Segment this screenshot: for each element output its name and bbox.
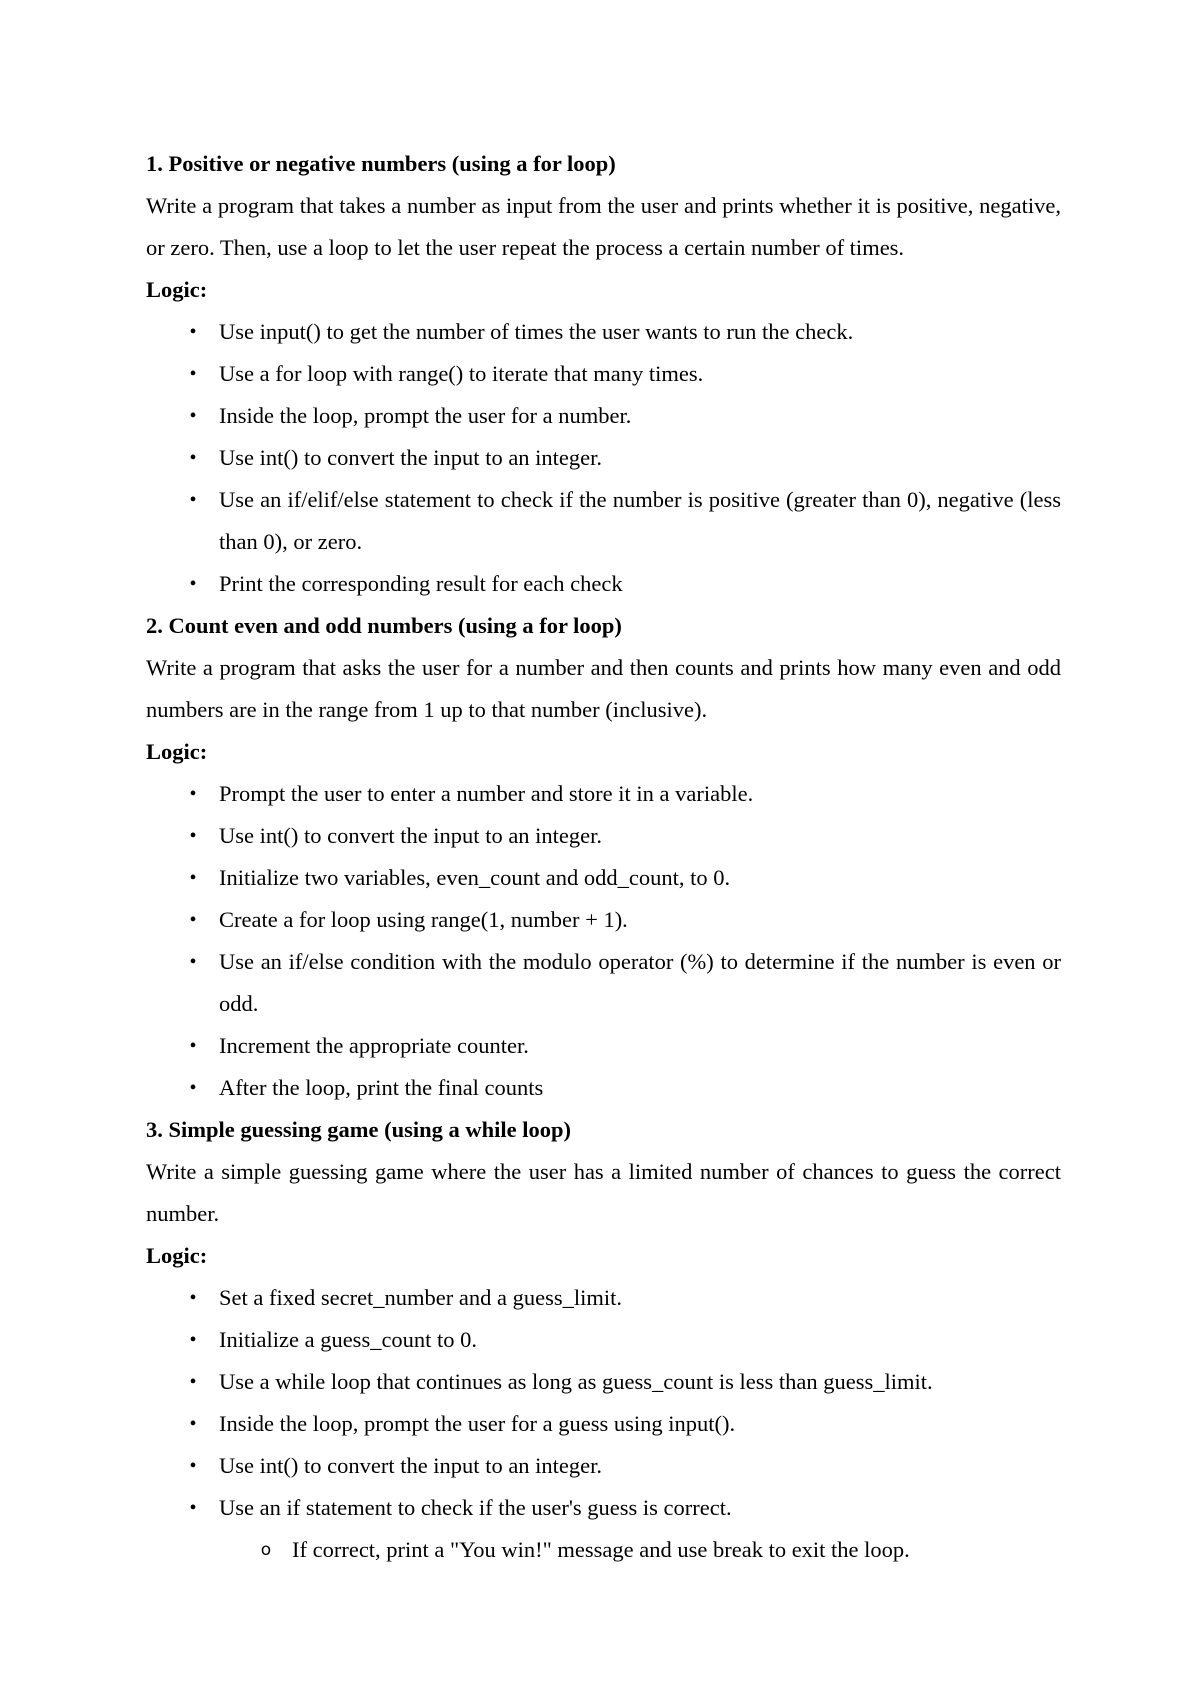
sub-list-item-text: If correct, print a "You win!" message and use break to exit the loop. — [292, 1537, 910, 1562]
list-item — [146, 479, 1061, 563]
bullet-icon: • — [189, 825, 197, 847]
list-item — [146, 1277, 1061, 1319]
list-item-text: Initialize a guess_count to 0. — [219, 1327, 478, 1352]
list-item — [146, 1445, 1061, 1487]
bullet-icon: • — [189, 909, 197, 931]
list-item — [146, 437, 1061, 479]
bullet-icon: • — [189, 405, 197, 427]
list-item — [146, 563, 1061, 605]
bullet-icon: • — [189, 447, 197, 469]
section-description: Write a program that takes a number as input from the user and prints whether it is positive, negative, or zero. Then, use a loop to let the user repeat the process a certain number of times. — [146, 193, 1061, 260]
list-item — [146, 1319, 1061, 1361]
bullet-icon: • — [189, 783, 197, 805]
bullet-icon: • — [189, 1329, 197, 1351]
list-item-text: Use an if statement to check if the user's guess is correct. — [219, 1495, 732, 1520]
logic-sub-list — [146, 1529, 1061, 1571]
bullet-icon: • — [189, 1077, 197, 1099]
logic-label: Logic: — [146, 277, 208, 302]
list-item-text: Use an if/elif/else statement to check if the number is positive (greater than 0), negative (less than 0), or zero. — [219, 487, 1061, 554]
bullet-icon: • — [189, 1035, 197, 1057]
bullet-icon: • — [189, 1413, 197, 1435]
bullet-icon: • — [189, 363, 197, 385]
section-description: Write a simple guessing game where the user has a limited number of chances to guess the correct number. — [146, 1159, 1061, 1226]
list-item — [146, 899, 1061, 941]
list-item-text: Set a fixed secret_number and a guess_limit. — [219, 1285, 623, 1310]
section-description: Write a program that asks the user for a number and then counts and prints how many even and odd numbers are in the range from 1 up to that number (inclusive). — [146, 655, 1061, 722]
list-item — [146, 815, 1061, 857]
logic-label: Logic: — [146, 739, 208, 764]
bullet-icon: • — [189, 1455, 197, 1477]
section-guessing-game — [146, 1109, 1061, 1571]
logic-label: Logic: — [146, 1243, 208, 1268]
list-item — [146, 1403, 1061, 1445]
list-item-text: Use a for loop with range() to iterate that many times. — [219, 361, 704, 386]
section-positive-negative — [146, 143, 1061, 605]
list-item — [146, 857, 1061, 899]
list-item — [146, 1025, 1061, 1067]
list-item-text: Create a for loop using range(1, number + 1). — [219, 907, 628, 932]
logic-list — [146, 1277, 1061, 1529]
section-count-even-odd — [146, 605, 1061, 1109]
list-item-text: After the loop, print the final counts — [219, 1075, 544, 1100]
list-item — [146, 1487, 1061, 1529]
list-item-text: Prompt the user to enter a number and store it in a variable. — [219, 781, 754, 806]
list-item-text: Increment the appropriate counter. — [219, 1033, 529, 1058]
bullet-icon: • — [189, 1497, 197, 1519]
list-item — [146, 1361, 1061, 1403]
list-item-text: Use an if/else condition with the modulo operator (%) to determine if the number is even or odd. — [219, 949, 1061, 1016]
logic-list — [146, 773, 1061, 1109]
list-item — [146, 395, 1061, 437]
list-item-text: Use int() to convert the input to an integer. — [219, 445, 603, 470]
section-heading: 3. Simple guessing game (using a while loop) — [146, 1117, 572, 1142]
list-item-text: Inside the loop, prompt the user for a guess using input(). — [219, 1411, 736, 1436]
list-item — [146, 1067, 1061, 1109]
bullet-icon: • — [189, 1287, 197, 1309]
section-heading: 1. Positive or negative numbers (using a for loop) — [146, 151, 616, 176]
list-item — [146, 773, 1061, 815]
bullet-icon: • — [189, 573, 197, 595]
list-item-text: Use a while loop that continues as long as guess_count is less than guess_limit. — [219, 1369, 933, 1394]
document-content — [146, 143, 1061, 1571]
bullet-icon: • — [189, 321, 197, 343]
circle-bullet-icon: o — [260, 1540, 272, 1560]
bullet-icon: • — [189, 1371, 197, 1393]
list-item-text: Initialize two variables, even_count and odd_count, to 0. — [219, 865, 731, 890]
logic-list — [146, 311, 1061, 605]
list-item — [146, 311, 1061, 353]
list-item-text: Print the corresponding result for each check — [219, 571, 623, 596]
list-item-text: Use int() to convert the input to an integer. — [219, 1453, 603, 1478]
bullet-icon: • — [189, 951, 197, 973]
section-heading: 2. Count even and odd numbers (using a for loop) — [146, 613, 622, 638]
sub-list-item — [146, 1529, 1061, 1571]
list-item — [146, 941, 1061, 1025]
list-item-text: Use int() to convert the input to an integer. — [219, 823, 603, 848]
list-item-text: Use input() to get the number of times the user wants to run the check. — [219, 319, 854, 344]
list-item-text: Inside the loop, prompt the user for a number. — [219, 403, 632, 428]
list-item — [146, 353, 1061, 395]
bullet-icon: • — [189, 489, 197, 511]
bullet-icon: • — [189, 867, 197, 889]
